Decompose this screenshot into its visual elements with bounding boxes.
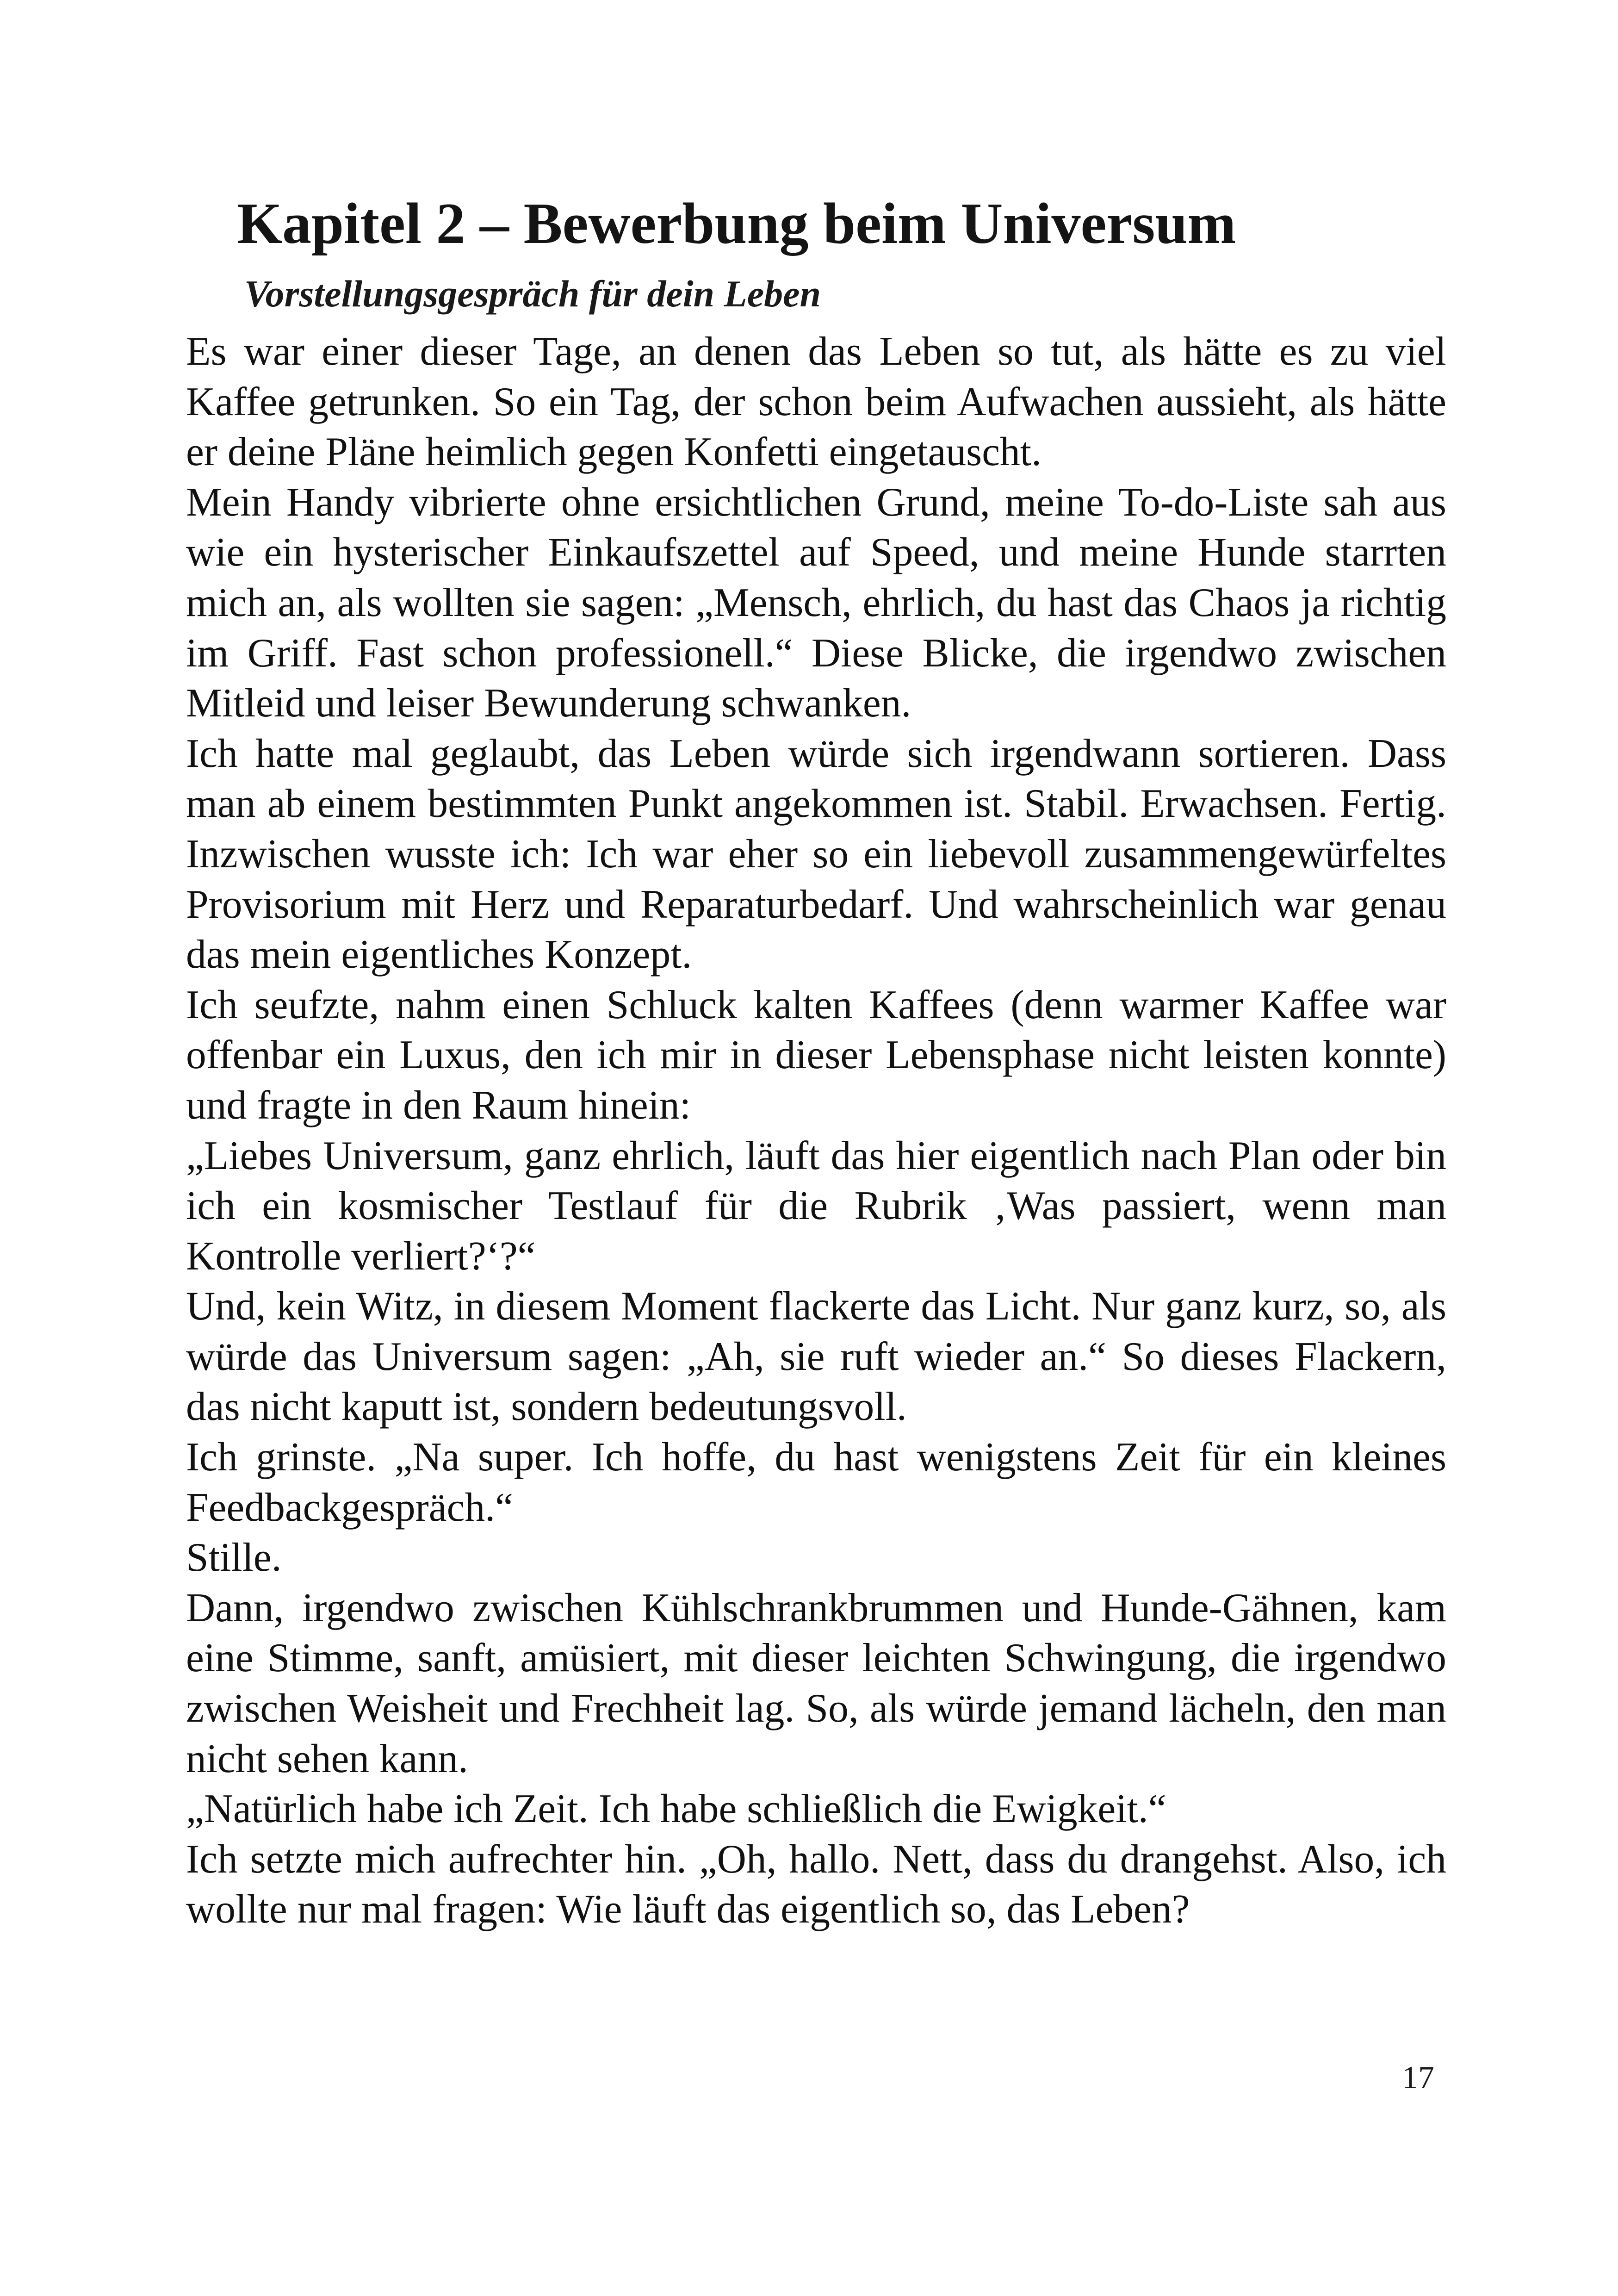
chapter-subtitle: Vorstellungsgespräch für dein Leben (244, 273, 821, 315)
paragraph: Mein Handy vibrierte ohne ersichtlichen Grund, meine To-do-Liste sah aus wie ein hysterischer Einkaufszettel auf Speed, und meine Hunde starrten mich an, als wollten sie sagen: „Mensch, ehrlich, du hast das Chaos ja richtig im Griff. Fast schon professionell.“ Diese Blicke, die irgendwo zwischen Mitleid und leiser Bewunderung schwanken. (186, 479, 1446, 726)
paragraph: Ich grinste. „Na super. Ich hoffe, du hast wenigstens Zeit für ein kleines Feedbackgespräch.“ (186, 1434, 1446, 1530)
paragraph: Und, kein Witz, in diesem Moment flackerte das Licht. Nur ganz kurz, so, als würde das Universum sagen: „Ah, sie ruft wieder an.“ So dieses Flackern, das nicht kaputt ist, sondern bedeutungsvoll. (186, 1283, 1446, 1429)
paragraph: Es war einer dieser Tage, an denen das Leben so tut, als hätte es zu viel Kaffee getrunken. So ein Tag, der schon beim Aufwachen aussieht, als hätte er deine Pläne heimlich gegen Konfetti eingetauscht. (186, 329, 1446, 474)
paragraph: „Liebes Universum, ganz ehrlich, läuft das hier eigentlich nach Plan oder bin ich ein kosmischer Testlauf für die Rubrik ‚Was passiert, wenn man Kontrolle verliert?‘?“ (186, 1132, 1446, 1278)
paragraph: Ich hatte mal geglaubt, das Leben würde sich irgendwann sortieren. Dass man ab einem bestimmten Punkt angekommen ist. Stabil. Erwachsen. Fertig. Inzwischen wusste ich: Ich war eher so ein liebevoll zusammengewürfeltes Provisorium mit Herz und Reparaturbedarf. Und wahrscheinlich war genau das mein eigentliches Konzept. (186, 730, 1446, 977)
body-text (186, 326, 1446, 1935)
paragraph: Stille. (186, 1535, 282, 1580)
paragraph: Ich seufzte, nahm einen Schluck kalten Kaffees (denn warmer Kaffee war offenbar ein Luxus, den ich mir in dieser Lebensphase nicht leisten konnte) und fragte in den Raum hinein: (186, 982, 1446, 1127)
chapter-title: Kapitel 2 – Bewerbung beim Universum (237, 192, 1236, 256)
paragraph: Dann, irgendwo zwischen Kühlschrankbrummen und Hunde-Gähnen, kam eine Stimme, sanft, amüsiert, mit dieser leichten Schwingung, die irgendwo zwischen Weisheit und Frechheit lag. So, als würde jemand lächeln, den man nicht sehen kann. (186, 1585, 1446, 1781)
page-number: 17 (1402, 2060, 1434, 2096)
paragraph: „Natürlich habe ich Zeit. Ich habe schließlich die Ewigkeit.“ (186, 1786, 1166, 1831)
paragraph: Ich setzte mich aufrechter hin. „Oh, hallo. Nett, dass du drangehst. Also, ich wollte nur mal fragen: Wie läuft das eigentlich so, das Leben? (186, 1836, 1446, 1932)
